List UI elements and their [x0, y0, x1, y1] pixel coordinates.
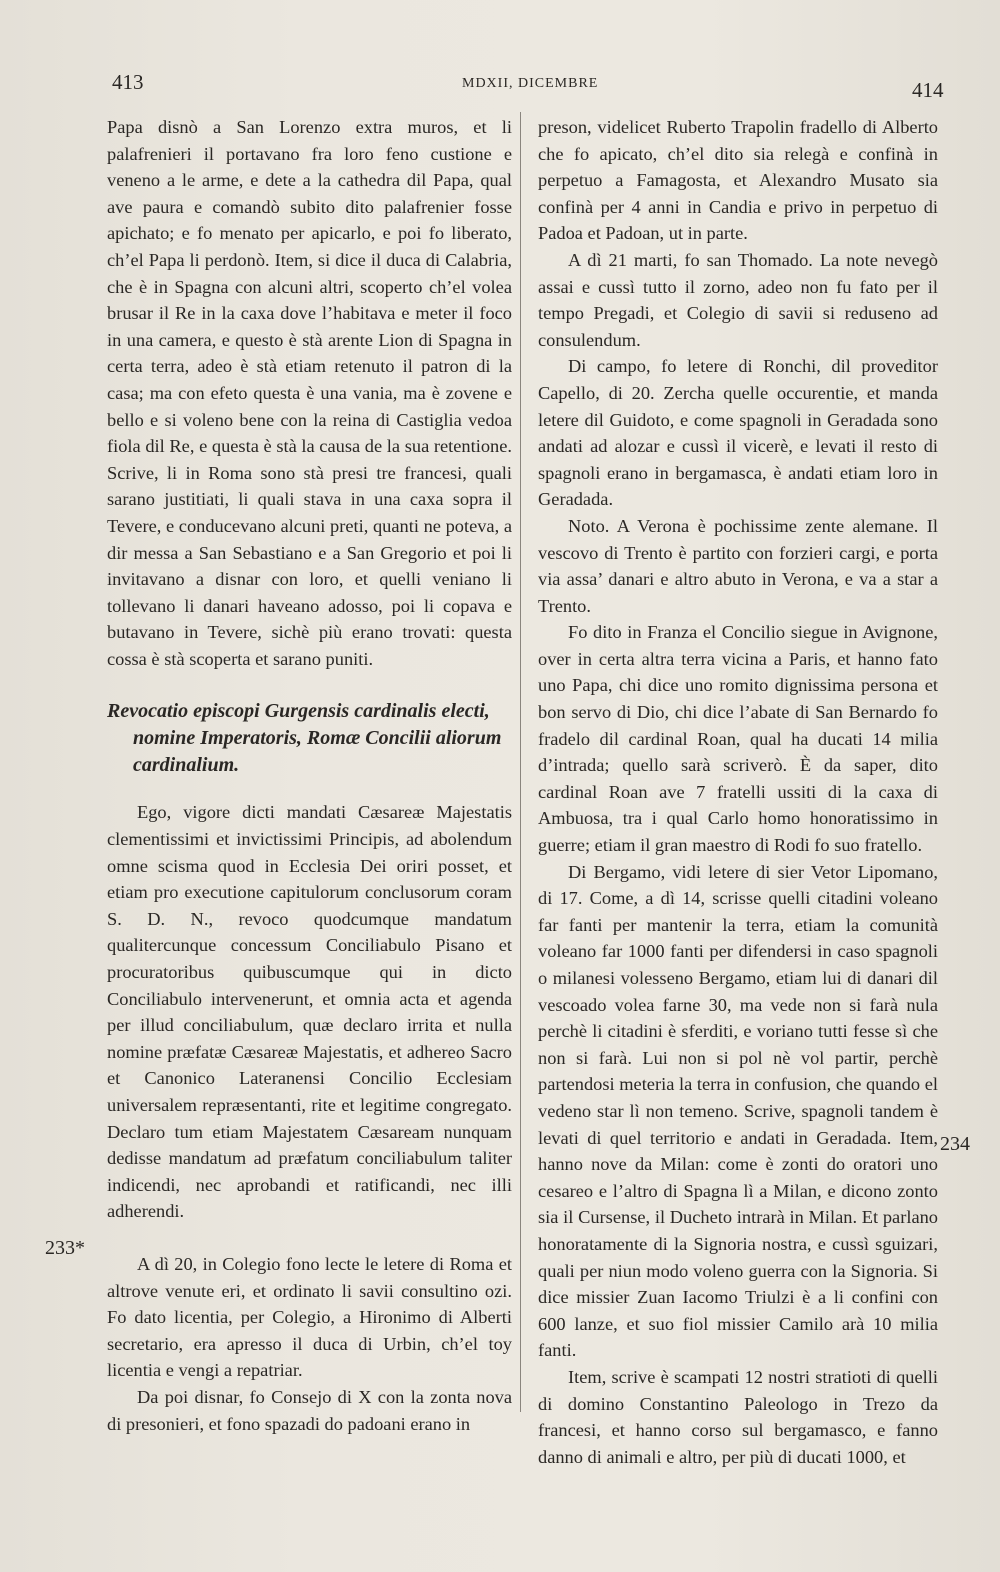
paragraph: Noto. A Verona è pochissime zente alemane. Il vescovo di Trento è partito con forzieri cargi, e porta via assa’ danari e altro abuto in Verona, e va a star a Trento. [538, 515, 938, 616]
paragraph: Fo dito in Franza el Concilio siegue in Avignone, over in certa altra terra vicina a Paris, et hanno fato uno Papa, chi dice uno romito dignissima persona et bon servo di Dio, chi dice l’abate di San Bernardo fo fradelo dil cardinal Roan, qual ha ducati 14 milia d’intrada; quello sarà scriverò. È da saper, dito cardinal Roan ave 7 fratelli ussiti di la caxa di Ambuosa, tra i qual Carlo homo honoratissimo in guerre; etiam il gran maestro di Rodi fo suo fratello. [538, 622, 938, 856]
margin-note-left: 233* [45, 1237, 85, 1259]
right-column [538, 114, 938, 1470]
paragraph: Item, scrive è scampati 12 nostri stratioti di quelli di domino Constantino Paleologo in Trezo da francesi, et hanno corso sul bergamasco, e fanno danno di animali e altro, per più di ducati 1000, et [538, 1366, 938, 1467]
paragraph: Ego, vigore dicti mandati Cæsareæ Majestatis clementissimi et invictissimi Principis, ad abolendum omne scisma quod in Ecclesia Dei oriri posset, et etiam pro executione capitulorum conclusorum coram S. D. N., revoco quodcumque mandatum qualitercunque concessum Conciliabulo Pisano et procuratoribus quibuscumque qui in dicto Conciliabulo intervenerunt, et omnia acta et agenda per illud conciliabulum, quæ declaro irrita et nulla nomine præfatæ Cæsareæ Majestatis, et adhereo Sacro et Canonico Lateranensi Concilio Ecclesiam universalem repræsentanti, rite et legitime congregato. Declaro tum etiam Majestatem Cæsaream nunquam dedisse mandatum ad præfatum conciliabulum taliter indicendi, nec aprobandi et ratificandi, nec illi adherendi. [107, 802, 512, 1222]
running-header: MDXII, DICEMBRE [462, 76, 599, 91]
page-number-left: 413 [112, 70, 144, 94]
paragraph: preson, videlicet Ruberto Trapolin fradello di Alberto che fo apicato, ch’el dito sia relegà e confinà in perpetuo a Famagosta, et Alexandro Musato sia confinà per 4 anni in Candia e privo in perpetuo di Padoa et Padoan, ut in parte. [538, 117, 938, 244]
paragraph: A dì 20, in Colegio fono lecte le letere di Roma et altrove venute eri, et ordinato li savii consultino ozi. Fo dato licentia, per Colegio, a Hironimo di Alberti secretario, era apresso il duca di Urbin, ch’el toy licentia e vengi a repatriar. [107, 1253, 512, 1381]
paragraph: Da poi disnar, fo Consejo di X con la zonta nova di presonieri, et fono spazadi do padoani erano in [107, 1386, 512, 1434]
left-column [107, 114, 512, 1437]
page-number-right: 414 [912, 78, 944, 102]
column-divider [520, 112, 521, 1412]
paragraph: Di Bergamo, vidi letere di sier Vetor Lipomano, di 17. Come, a dì 14, scrisse quelli citadini voleano far fanti per mantenir la terra, etiam la comunità voleano far 1000 fanti per difendersi in caso spagnoli o milanesi volesseno Bergamo, etiam lui di danari dil vescoado volea farne 30, ma vede non si farà nula perchè li citadini è sferditi, e voriano tutti fesse sì che non si farà. Lui non si pol nè vol partir, perchè partendosi meteria la terra in confusion, che quando el vedeno star lì non temeno. Scrive, spagnoli tandem è levati di quel territorio e andati in Geradada. Item, hanno nove da Milan: come è zonti do oratori uno cesareo e l’altro di Spagna lì a Milan, e dicono zonto sia il Cursense, il Ducheto intrarà in Milan. Et parlano honoratamente di la Signoria nostra, e cussì sguizari, quali per niun modo voleno guerra con la Signoria. Si dice missier Zuan Iacomo Triulzi è a li confini con 600 lanze, et suo fiol missier Camilo arà 10 milia fanti. [538, 861, 938, 1361]
paragraph: A dì 21 marti, fo san Thomado. La note nevegò assai e cussì tutto il zorno, adeo non fu fato per il tempo Pregadi, et Colegio di savii si reduseno ad consulendum. [538, 249, 938, 350]
margin-note-right: 234 [940, 1133, 970, 1155]
paragraph: Papa disnò a San Lorenzo extra muros, et li palafrenieri il portavano fra loro feno custione e veneno a le arme, e dete a la cathedra dil Papa, qual ave paura e comandò subito dito palafrenier fosse apichato; e fo menato per apicarlo, e poi fo liberato, ch’el Papa li perdonò. Item, si dice il duca di Calabria, che è in Spagna con alcuni altri, scoperto ch’el volea brusar il Re in la caxa dove l’habitava e meter il foco in una camera, e questo è stà arente Lion di Spagna in certa terra, adeo è stà etiam retenuto il patron di la casa; ma con efeto questa è una vania, ma è zovene e bello e si voleno bene con la reina di Castiglia vedoa fiola dil Re, e questa è stà la causa de la sua retentione. Scrive, li in Roma sono stà presi tre francesi, quali sarano justitiati, li quali stava in una caxa sopra il Tevere, e conducevano alcuni preti, quanti ne poteva, a dir messa a San Sebastiano e a San Gregorio et poi li invitavano a disnar con loro, et quelli veniano li tollevano li danari haveano adosso, poi li copava e butavano in Tevere, sichè più erano trovati: questa cossa è stà scoperta et sarano puniti. [107, 117, 512, 669]
paragraph: Di campo, fo letere di Ronchi, dil proveditor Capello, di 20. Zercha quelle occurentie, et manda letere dil Guidoto, e come spagnoli in Geradada sono andati ad alozar e cussì il vicerè, e levati il resto di spagnoli erano in bergamasca, è andati etiam loro in Geradada. [538, 356, 938, 510]
section-heading: Revocatio episcopi Gurgensis cardinalis electi, nomine Imperatoris, Romæ Concilii aliorum cardinalium. [107, 700, 502, 777]
